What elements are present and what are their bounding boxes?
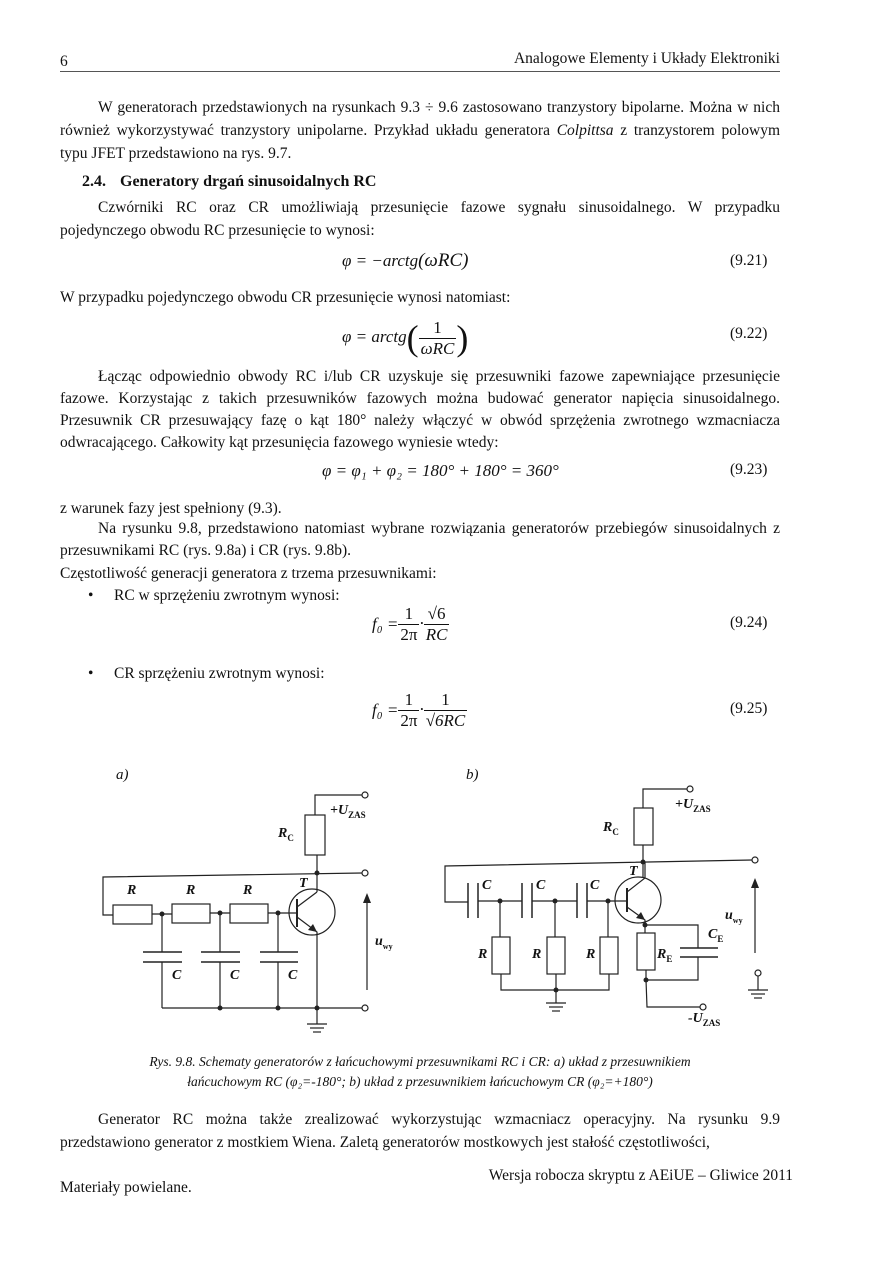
figure-caption	[60, 1052, 780, 1092]
r-label: R	[186, 883, 196, 898]
paragraph-wien: Generator RC można także zrealizować wykorzystując wzmacniacz operacyjny. Na rysunku 9.9 przedstawiono generator z mostkiem Wiena. Zaletą generatorów mostkowych jest stałość częstotliwości,	[60, 1111, 780, 1151]
label-sub: ZAS	[693, 803, 711, 814]
capacitors-b	[468, 883, 718, 957]
c-label: C	[482, 878, 492, 893]
re-label	[657, 947, 672, 964]
label-text: +U	[330, 803, 349, 818]
c-label: C	[288, 968, 298, 983]
ground-a	[307, 1024, 327, 1032]
label-text: R	[278, 826, 288, 841]
paragraph-frequency: Częstotliwość generacji generatora z trzema przesuwnikami:	[60, 565, 437, 582]
c-label: C	[590, 878, 600, 893]
r-label: R	[532, 947, 542, 962]
equation-arg: (ωRC)	[418, 250, 469, 271]
bullet-text: RC w sprzężeniu zwrotnym wynosi:	[114, 587, 340, 604]
caption-line: łańcuchowym RC (φ₂=-180°; b) układ z przesuwnikiem łańcuchowym CR (φ₂=+180°)	[187, 1074, 653, 1089]
r-label: R	[127, 883, 137, 898]
resistor-r2-b	[547, 937, 565, 974]
equation-lhs: f₀ =	[372, 700, 399, 720]
output-label-b	[725, 908, 743, 925]
numerator: 1	[398, 604, 419, 625]
paragraph-phase-condition: z warunek fazy jest spełniony (9.3).	[60, 500, 282, 517]
resistor-rc-b	[634, 808, 653, 845]
equation-9-23: φ = φ₁ + φ₂ = 180° + 180° = 360°	[322, 461, 559, 480]
bullet-icon: •	[88, 587, 94, 604]
label-sub: C	[287, 832, 294, 843]
figure-b-tag: b)	[466, 767, 479, 783]
resistor-r3-a	[230, 904, 268, 923]
r-label: R	[586, 947, 596, 962]
ce-label	[708, 927, 723, 944]
equation-lhs: f₀ =	[372, 614, 399, 634]
label-sub: wy	[732, 915, 743, 925]
transistor-label: T	[629, 864, 638, 879]
label-sub: E	[666, 953, 673, 964]
equation-lhs: φ = arctg	[342, 326, 407, 346]
supply-label-b	[675, 797, 711, 814]
figure-a-tag: a)	[116, 767, 129, 783]
resistor-rc-a	[305, 815, 325, 855]
denominator: 2π	[400, 625, 418, 644]
label-text: +U	[675, 797, 694, 812]
label-sub: ZAS	[702, 1017, 721, 1028]
numerator: 1	[424, 690, 468, 711]
rc-label-b	[603, 820, 619, 837]
bullet-icon: •	[88, 665, 94, 682]
caption-line: Rys. 9.8. Schematy generatorów z łańcuchowymi przesuwnikami RC i CR: a) układ z przesuwnikiem	[149, 1054, 691, 1069]
running-title: Analogowe Elementy i Układy Elektroniki	[513, 50, 780, 67]
resistor-r2-a	[172, 904, 210, 923]
equation-9-25: f₀ = $\frac{1}{2\pi}$ · $\frac{1}{√6RC}$	[372, 690, 466, 730]
equation-number: (9.24)	[730, 614, 768, 631]
colpitts-term: Colpittsa	[556, 122, 614, 139]
equation-number: (9.23)	[730, 461, 768, 478]
resistor-r3-b	[600, 937, 618, 974]
paragraph-figure-ref: Na rysunku 9.8, przedstawiono natomiast wybrane rozwiązania generatorów przebiegów sinusoidalnych z przesuwnikami RC (rys. 9.8a) i CR (rys. 9.8b).	[60, 520, 780, 559]
label-text: u	[375, 934, 383, 949]
paragraph-cr: W przypadku pojedynczego obwodu CR przesunięcie wynosi natomiast:	[60, 289, 511, 306]
numerator: 1	[398, 690, 419, 711]
section-title: Generatory drgań sinusoidalnych RC	[120, 173, 377, 190]
label-sub: E	[717, 933, 724, 944]
label-sub: ZAS	[348, 809, 366, 820]
section-number: 2.4.	[82, 173, 106, 190]
r-label: R	[243, 883, 253, 898]
paragraph-rc: Czwórniki RC oraz CR umożliwiają przesunięcie fazowe sygnału sinusoidalnego. W przypadku pojedynczego obwodu RC przesunięcie to wynosi:	[60, 199, 780, 239]
paragraph-phase-shifters: Łącząc odpowiednio obwody RC i/lub CR uzyskuje się przesuwniki fazowe zapewniające przesunięcie fazowe. Korzystając z takich przesuwników fazowych można budować generator napięcia sinusoidalnego. Przesuwnik CR przesuwający fazę o kąt 180° należy włączyć w obwód sprzężenia zwrotnego wzmacniacza odwracającego. Całkowity kąt przesunięcia fazowego wyniesie wtedy:	[60, 368, 780, 451]
denominator: ωRC	[420, 338, 455, 358]
numerator: 1	[419, 318, 457, 339]
resistor-re-b	[637, 933, 655, 970]
label-text: R	[657, 947, 667, 962]
equation-number: (9.25)	[730, 700, 768, 717]
neg-supply-label-b	[688, 1011, 720, 1028]
equation-number: (9.22)	[730, 325, 768, 342]
paragraph-text: W generatorach przedstawionych na rysunkach 9.3 ÷ 9.6 zastosowano tranzystory bipolarne. Można w nich również wykorzystywać tranzystory unipolarne. Przykład układu generatora	[60, 99, 780, 139]
label-sub: wy	[382, 941, 393, 951]
label-sub: C	[612, 826, 619, 837]
capacitors-a	[143, 952, 298, 962]
page-number: 6	[60, 53, 68, 70]
ground-b	[546, 990, 768, 1011]
label-text: C	[708, 927, 718, 942]
numerator: √6	[424, 604, 450, 625]
footer-right: Wersja robocza skryptu z AEiUE – Gliwice 2011	[488, 1167, 793, 1184]
circuit-a-wires	[103, 795, 362, 1024]
equation-9-24: f₀ = $\frac{1}{2\pi}$ · $\frac{√6}{RC}$	[372, 604, 448, 644]
label-text: u	[725, 908, 733, 923]
denominator: 2π	[400, 711, 418, 730]
equation-lhs: φ = −arctg	[342, 251, 419, 270]
r-label: R	[478, 947, 488, 962]
rc-label-a	[278, 826, 294, 843]
footer-left: Materiały powielane.	[60, 1179, 192, 1196]
denominator: √6RC	[425, 711, 466, 730]
transistor-label: T	[299, 876, 308, 891]
resistor-r1-a	[113, 905, 152, 924]
bullet-text: CR sprzężeniu zwrotnym wynosi:	[114, 665, 325, 682]
equation-number: (9.21)	[730, 252, 768, 269]
resistor-r1-b	[492, 937, 510, 974]
equation-9-22: φ = arctg( $\frac{1}{\text{ωRC}}$ )	[342, 317, 469, 358]
label-text: R	[603, 820, 613, 835]
c-label: C	[536, 878, 546, 893]
c-label: C	[172, 968, 182, 983]
output-label-a	[375, 934, 393, 951]
supply-label-a	[330, 803, 366, 820]
denominator: RC	[425, 625, 448, 644]
paragraph-text: z tranzystorem polowym typu JFET przedstawiono na rys. 9.7.	[60, 122, 781, 162]
c-label: C	[230, 968, 240, 983]
label-text: -U	[688, 1011, 703, 1026]
